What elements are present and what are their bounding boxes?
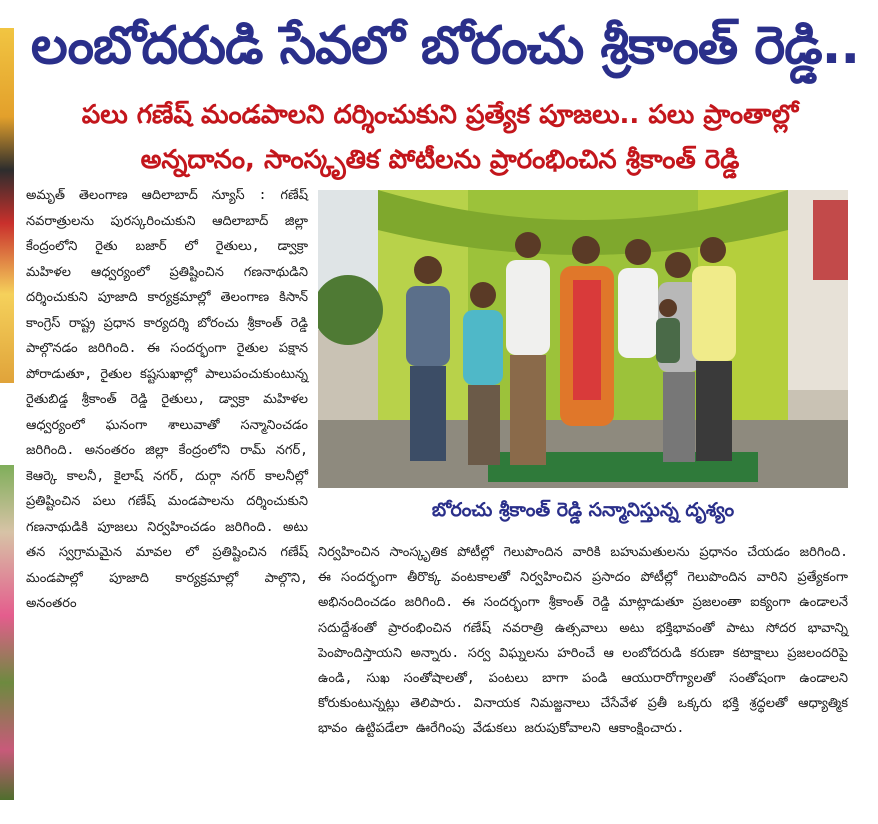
left-article-text: అమృత్ తెలంగాణ ఆదిలాబాద్ న్యూస్ : గణేష్ నవరాత్రులను పురస్కరించుకుని ఆదిలాబాద్ జిల్లా కేంద్రంలోని రైతు బజార్ లో రైతులు, డ్వాక్రా మహిళల ఆధ్వర్యంలో ప్రతిష్టించిన గణనాథుడిని దర్శించుకుని పూజాది కార్యక్రమాల్లో తెలంగాణ కిసాన్ కాంగ్రెస్ రాష్ట్ర ప్రధాన కార్యదర్శి బోరంచు శ్రీకాంత్ రెడ్డి పాల్గొనడం జరిగింది. ఈ సందర్భంగా రైతుల పక్షాన పోరాడుతూ, రైతుల కష్టసుఖాల్లో పాలుపంచుకుంటున్న రైతుబిడ్డ శ్రీకాంత్ రెడ్డి రైతులు, డ్వాక్రా మహిళల ఆధ్వర్యంలో ఘనంగా శాలువాతో సన్మానించడం జరిగింది. అనంతరం జిల్లా కేంద్రంలోని రామ్ నగర్, కెఆర్కె కాలనీ, కైలాష్ నగర్, దుర్గా నగర్ కాలనీల్లో ప్రతిష్టించిన పలు గణేష్ మండపాలను దర్శించుకుని గణనాథుడికి పూజలు నిర్వహించడం జరిగింది. అటు తన స్వగ్రామమైన మావల లో ప్రతిష్టించిన గణేష్ మండపాల్లో పూజాది కార్యక్రమాల్లో పాల్గొని, అనంతరం bbox=[26, 188, 308, 611]
left-article-column bbox=[26, 183, 308, 617]
photo-caption: బోరంచు శ్రీకాంత్ రెడ్డి సన్మానిస్తున్న దృశ్యం bbox=[431, 499, 735, 521]
subheadline-line-2: అన్నదానం, సాంస్కృతిక పోటీలను ప్రారంభించిన శ్రీకాంత్ రెడ్డి bbox=[140, 145, 740, 175]
headline: లంబోదరుడి సేవలో బోరంచు శ్రీకాంత్ రెడ్డి.. bbox=[30, 16, 860, 76]
right-article-text: నిర్వహించిన సాంస్కృతిక పోటీల్లో గెలుపొందిన వారికి బహుమతులను ప్రధానం చేయడం జరిగింది. ఈ సందర్భంగా తీరొక్క వంటకాలతో నిర్వహించిన ప్రసాదం పోటీల్లో గెలుపొందిన వారిని ప్రత్యేకంగా అభినందించడం జరిగింది. ఈ సందర్భంగా శ్రీకాంత్ రెడ్డి మాట్లాడుతూ ప్రజలంతా ఐక్యంగా ఉండాలనే సదుద్దేశంతో ప్రారంభించిన గణేష్ నవరాత్రి ఉత్సవాలు అటు భక్తిభావంతో పాటు సోదర భావాన్ని పెంపొందిస్తాయని అన్నారు. సర్వ విఘ్నలను హరించే ఆ లంబోదరుడి కరుణా కటాక్షాలు ప్రజలందరిపై ఉండి, సుఖ సంతోషాలతో, పంటలు బాగా పండి ఆయురారోగ్యాలతో సంతోషంగా ఉండాలని కోరుకుంటున్నట్లు తెలిపారు. వినాయక నిమజ్జనాలు చేసేవేళ ప్రతీ ఒక్కరు భక్తి శ్రద్ధలతో ఆధ్యాత్మిక భావం ఉట్టిపడేలా ఊరేగింపు వేడుకలు జరుపుకోవాలని ఆకాంక్షించారు. bbox=[318, 545, 848, 737]
right-article-column bbox=[318, 540, 848, 742]
news-photo bbox=[318, 190, 848, 488]
subheadline-line-1: పలు గణేష్ మండపాలని దర్శించుకుని ప్రత్యేక పూజలు.. పలు ప్రాంతాల్లో bbox=[81, 100, 799, 130]
adjacent-photo-edge-top bbox=[0, 28, 14, 383]
group-photo-illustration bbox=[318, 190, 848, 488]
adjacent-photo-edge-bottom bbox=[0, 465, 14, 800]
